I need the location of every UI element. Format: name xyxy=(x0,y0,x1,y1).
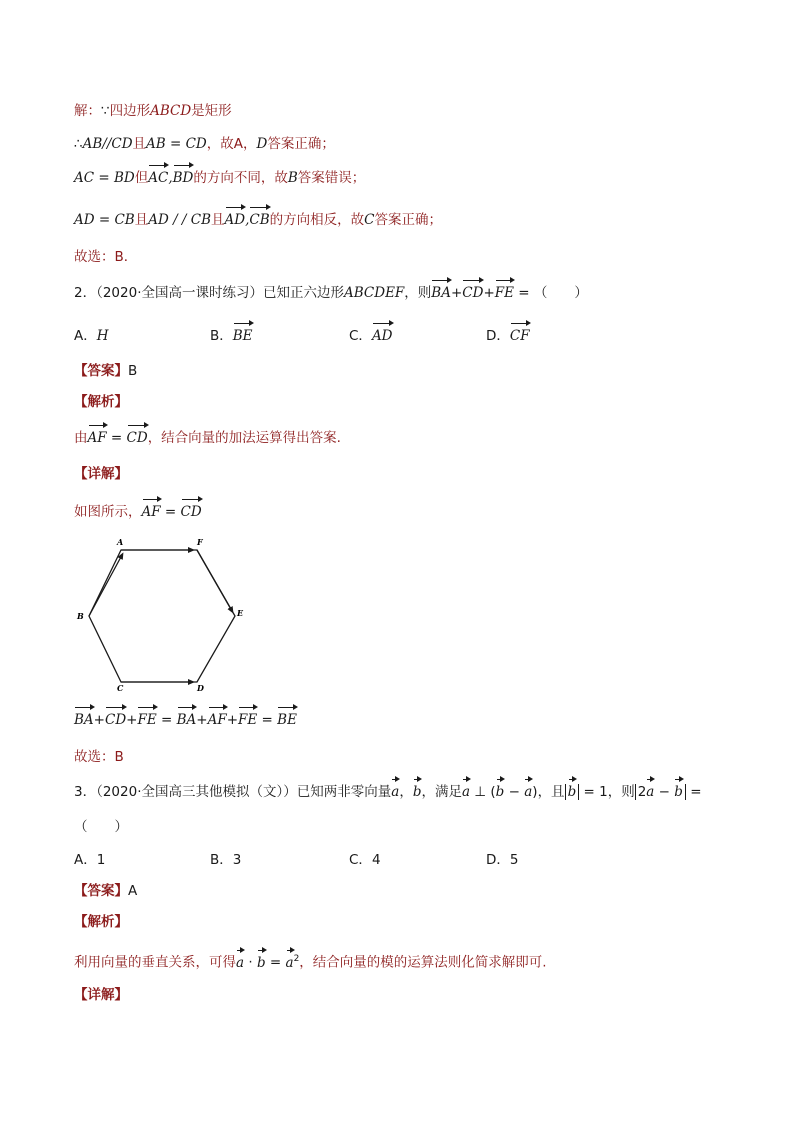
q2-option-d: D．CF xyxy=(486,328,530,344)
q2-equation: BA+CD+FE = BA+AF+FE = BE xyxy=(74,712,297,728)
q2-option-a: A．H xyxy=(74,328,109,344)
solution-line-3: AC = BD但AC,BD的方向不同，故B答案错误； xyxy=(74,170,366,186)
q3-stem: 3．（2020·全国高三其他模拟（文））已知两非零向量a，b，满足a ⊥ (b − a)，且 b = 1，则 2a − b = xyxy=(74,784,702,800)
q2-detail: 如图所示，AF = CD xyxy=(74,504,202,520)
label-d: D xyxy=(197,683,204,693)
label-a: A xyxy=(117,537,124,547)
hexagon-shape xyxy=(89,550,235,682)
solution-line-1: 解：∵四边形ABCD是矩形 xyxy=(74,103,232,119)
q2-detail-tag: 【详解】 xyxy=(74,466,128,482)
q3-answer: 【答案】A xyxy=(74,883,138,899)
label-c: C xyxy=(117,683,124,693)
label-b: B xyxy=(77,611,84,621)
q2-option-b: B．BE xyxy=(210,328,253,344)
vector-ba xyxy=(89,555,122,616)
q2-analysis-tag: 【解析】 xyxy=(74,394,128,410)
q2-choice: 故选：B xyxy=(74,749,124,765)
q2-option-c: C．AD xyxy=(349,328,393,344)
q3-analysis: 利用向量的垂直关系，可得$a \cdot b = a^2$，结合向量的模的运算法则化简求解即可. xyxy=(74,954,547,971)
q3-blank: （ ） xyxy=(74,819,128,835)
vector-fe xyxy=(197,550,232,611)
q3-option-d: D．5 xyxy=(486,852,519,868)
q2-analysis: 由AF = CD，结合向量的加法运算得出答案. xyxy=(74,430,341,446)
solution-choice: 故选：B． xyxy=(74,249,138,265)
q3-option-a: A．1 xyxy=(74,852,106,868)
solution-line-4: AD = CB且AD / / CB且AD,CB的方向相反，故C答案正确； xyxy=(74,212,442,228)
q2-answer: 【答案】B xyxy=(74,363,138,379)
solution-line-2: ∴AB//CD且AB = CD，故A，D答案正确； xyxy=(74,136,335,152)
q3-analysis-tag: 【解析】 xyxy=(74,914,128,930)
q2-stem: 2．（2020·全国高一课时练习）已知正六边形ABCDEF，则BA+CD+FE = （ ） xyxy=(74,285,588,301)
label-e: E xyxy=(237,608,244,618)
q3-option-b: B．3 xyxy=(210,852,242,868)
q3-detail-tag: 【详解】 xyxy=(74,987,128,1003)
label-f: F xyxy=(197,537,203,547)
hexagon-figure xyxy=(70,535,260,695)
q3-option-c: C．4 xyxy=(349,852,381,868)
